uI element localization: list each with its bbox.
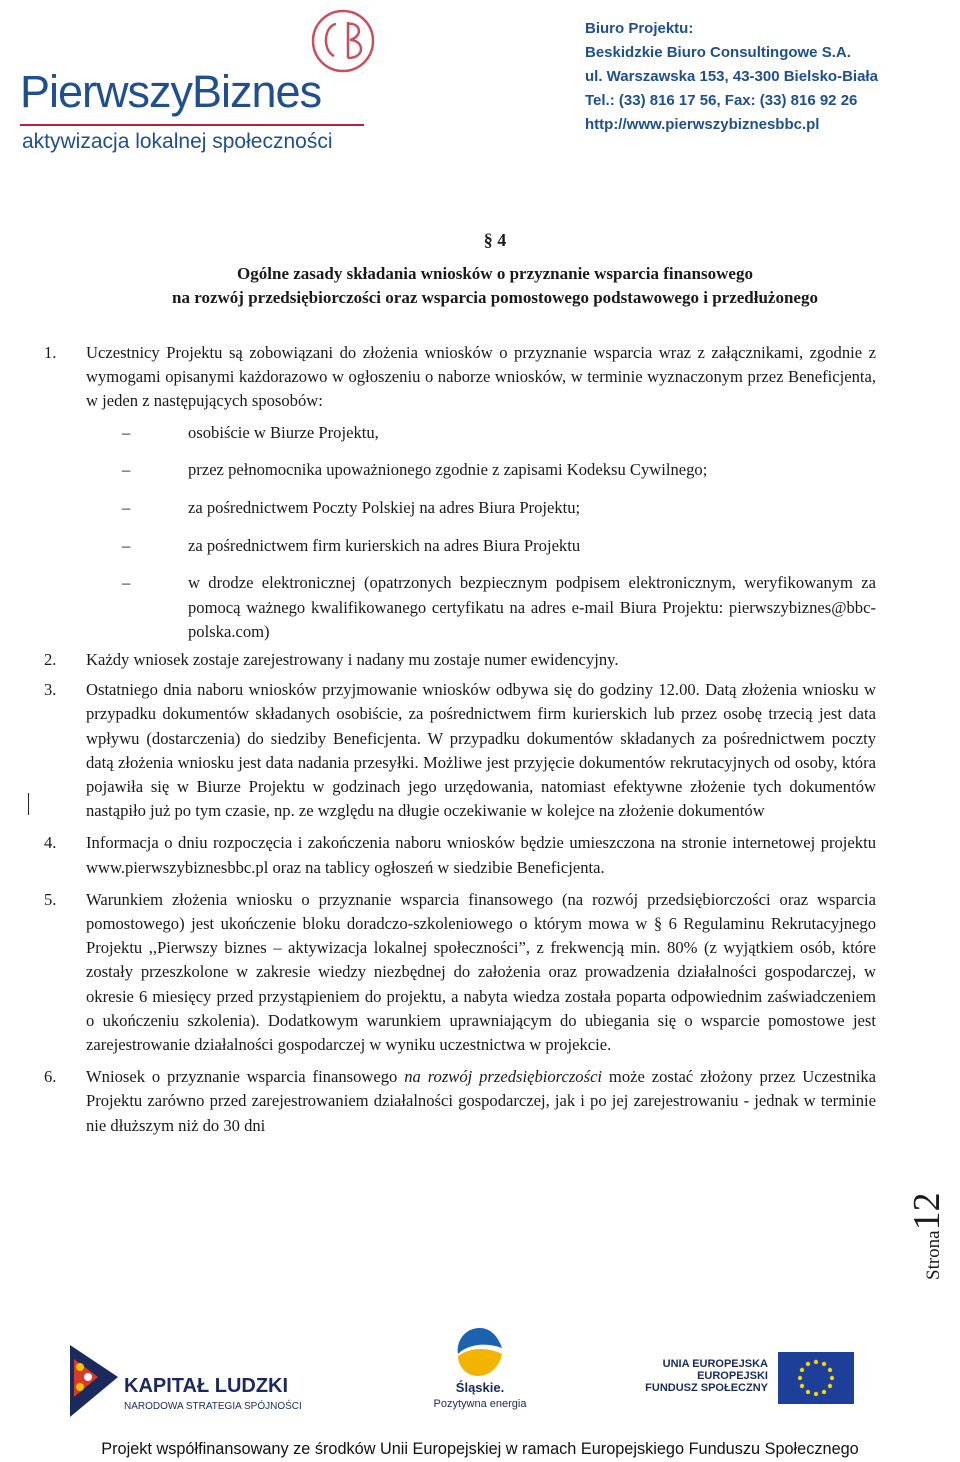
logo-divider <box>20 124 364 126</box>
item-text-italic: na rozwój przedsiębiorczości <box>404 1067 603 1087</box>
item-text: Warunkiem złożenia wniosku o przyznanie wsparcia finansowego (na rozwój przedsiębiorczości oraz wsparcia pomostowego) jest ukończenie bloku doradczo-szkoleniowego o którym mowa w § 6 Regulaminu Rekrutacyjnego Projektu ,,Pierwszy biznes – aktywizacja lokalnej społeczności”, z frekwencją min. 80% (z wyjątkiem osób, które zostały przeszkolone w zakresie wiedzy niezbędnej do założenia oraz prowadzenia działalności gospodarczej, w okresie 6 miesięcy przed przystąpieniem do projektu, a nabyta wiedza została poparta odpowiednim zaświadczeniem o ukończeniu szkolenia). Dodatkowym warunkiem uprawniającym do ubiegania się o wsparcie pomostowe jest zarejestrowanie działalności gospodarczej w wyniku uczestnictwa w projekcie. <box>86 889 876 1055</box>
item-text: może zostać złożony przez Uczestnika Projektu zarówno przed zarejestrowaniem działalności gospodarczej, jak i po jej zarejestrowaniu - jednak w terminie nie dłuższym niż do 30 dni <box>86 1067 876 1135</box>
submission-methods-list <box>0 421 960 644</box>
item-number: 1. <box>44 343 57 362</box>
slaskie-logo <box>420 1322 540 1432</box>
kapital-ludzki-emblem-icon <box>60 1337 120 1427</box>
eu-logo <box>640 1342 930 1412</box>
bullet-item <box>0 458 960 482</box>
kapital-ludzki-logo <box>60 1337 390 1427</box>
list-item <box>0 678 960 823</box>
item-text: Informacja o dniu rozpoczęcia i zakończenia naboru wniosków będzie umieszczona na stronie internetowej projektu www.pierwszybiznesbbc.pl oraz na tablicy ogłoszeń w siedzibie Beneficjenta. <box>86 833 876 877</box>
kapital-ludzki-name: KAPITAŁ LUDZKI <box>124 1375 289 1397</box>
eu-logo-line: FUNDUSZ SPOŁECZNY <box>645 1382 768 1394</box>
list-item <box>0 341 960 414</box>
bullet-text: za pośrednictwem firm kurierskich na adres Biura Projektu <box>188 535 581 555</box>
item-text: Uczestnicy Projektu są zobowiązani do złożenia wniosków o przyznanie wsparcia wraz z załącznikami, zgodnie z wymogami opisanymi każdorazowo w ogłoszeniu o naborze wniosków, w terminie wyznaczonym przez Beneficjenta, w jeden z następujących sposobów: <box>86 343 876 411</box>
slaskie-emblem-icon <box>450 1324 510 1379</box>
bullet-item <box>0 534 960 558</box>
item-number: 5. <box>44 889 57 909</box>
item-number: 4. <box>44 833 57 853</box>
bullet-text: osobiście w Biurze Projektu, <box>188 422 379 442</box>
slaskie-slogan: Pozytywna energia <box>433 1398 527 1410</box>
bullet-text: za pośrednictwem Poczty Polskiej na adres Biura Projektu; <box>188 498 581 518</box>
list-item <box>0 648 960 672</box>
document-body <box>0 341 960 1138</box>
item-number: 2. <box>44 650 57 670</box>
dash-icon: – <box>122 422 131 442</box>
bullet-item <box>0 496 960 520</box>
logo-name: PierwszyBiznes <box>20 66 322 117</box>
office-line: ul. Warszawska 153, 43-300 Bielsko-Biała <box>585 68 878 85</box>
item-number: 6. <box>44 1067 57 1087</box>
office-line: Beskidzkie Biuro Consultingowe S.A. <box>585 44 851 61</box>
eu-logo-text <box>640 1358 768 1394</box>
pierwszy-biznes-logo <box>20 0 420 165</box>
eu-logo-line: EUROPEJSKI <box>697 1370 768 1382</box>
bullet-item <box>0 421 960 445</box>
dash-icon: – <box>122 460 131 480</box>
eu-logo-line: UNIA EUROPEJSKA <box>662 1358 768 1370</box>
bullet-text: przez pełnomocnika upoważnionego zgodnie z zapisami Kodeksu Cywilnego; <box>188 460 708 480</box>
page-number <box>905 1180 955 1280</box>
kapital-ludzki-subtitle: NARODOWA STRATEGIA SPÓJNOŚCI <box>124 1401 302 1412</box>
slaskie-name: Śląskie. <box>455 1380 505 1395</box>
bullet-text: w drodze elektronicznej (opatrzonych bezpiecznym podpisem elektronicznym, weryfikowanym za pomocą ważnego kwalifikowanego certyfikatu na adres e-mail Biura Projektu: pierwszybiznes@bbc-polska.com) <box>188 573 876 641</box>
bullet-item <box>0 571 960 644</box>
office-contact-block <box>585 20 955 140</box>
dash-icon: – <box>122 573 131 593</box>
dash-icon: – <box>122 498 131 518</box>
dash-icon: – <box>122 535 131 555</box>
logo-tagline: aktywizacja lokalnej społeczności <box>22 130 333 153</box>
footer-logos <box>0 1322 960 1432</box>
item-number: 3. <box>44 680 57 700</box>
section-sign: § 4 <box>483 230 507 250</box>
section-title <box>0 262 960 310</box>
list-item <box>0 1065 960 1138</box>
page-header <box>0 0 960 175</box>
item-text: Wniosek o przyznanie wsparcia finansowego <box>86 1067 405 1087</box>
eu-flag-icon <box>778 1352 854 1404</box>
item-text: Ostatniego dnia naboru wniosków przyjmowanie wniosków odbywa się do godziny 12.00. Datą złożenia wniosku w przypadku dokumentów składanych osobiście, za pośrednictwem firm kurierskich lub przez osobę trzecią jest data wpływu (dostarczenia) do siedziby Beneficjenta. W przypadku dokumentów składanych za pośrednictwem poczty datą złożenia wniosku jest data nadania przesyłki. Możliwe jest przyjęcie dokumentów rekrutacyjnych od osoby, która pojawiła się w Biurze Projektu w godzinach jego urzędowania, natomiast efektywne złożenie tych dokumentów nastąpiło już po tym czasie, np. ze względu na długie oczekiwanie w kolejce na złożenie dokumentów <box>86 680 876 821</box>
section-title-line: na rozwój przedsiębiorczości oraz wsparcia pomostowego podstawowego i przedłużonego <box>172 288 818 307</box>
item-text: Każdy wniosek zostaje zarejestrowany i nadany mu zostaje numer ewidencyjny. <box>86 650 619 670</box>
footer-funding-note: Projekt współfinansowany ze środków Unii Europejskiej w ramach Europejskiego Funduszu Społecznego <box>101 1440 859 1458</box>
office-website-link[interactable]: http://www.pierwszybiznesbbc.pl <box>585 116 820 133</box>
office-line: Tel.: (33) 816 17 56, Fax: (33) 816 92 26 <box>585 92 858 109</box>
list-item <box>0 888 960 1057</box>
page-number-label: Strona <box>923 1230 944 1280</box>
page-number-value: 12 <box>906 1192 948 1231</box>
section-title-line: Ogólne zasady składania wniosków o przyznanie wsparcia finansowego <box>237 264 753 283</box>
list-item <box>0 831 960 879</box>
office-line: Biuro Projektu: <box>585 20 694 37</box>
